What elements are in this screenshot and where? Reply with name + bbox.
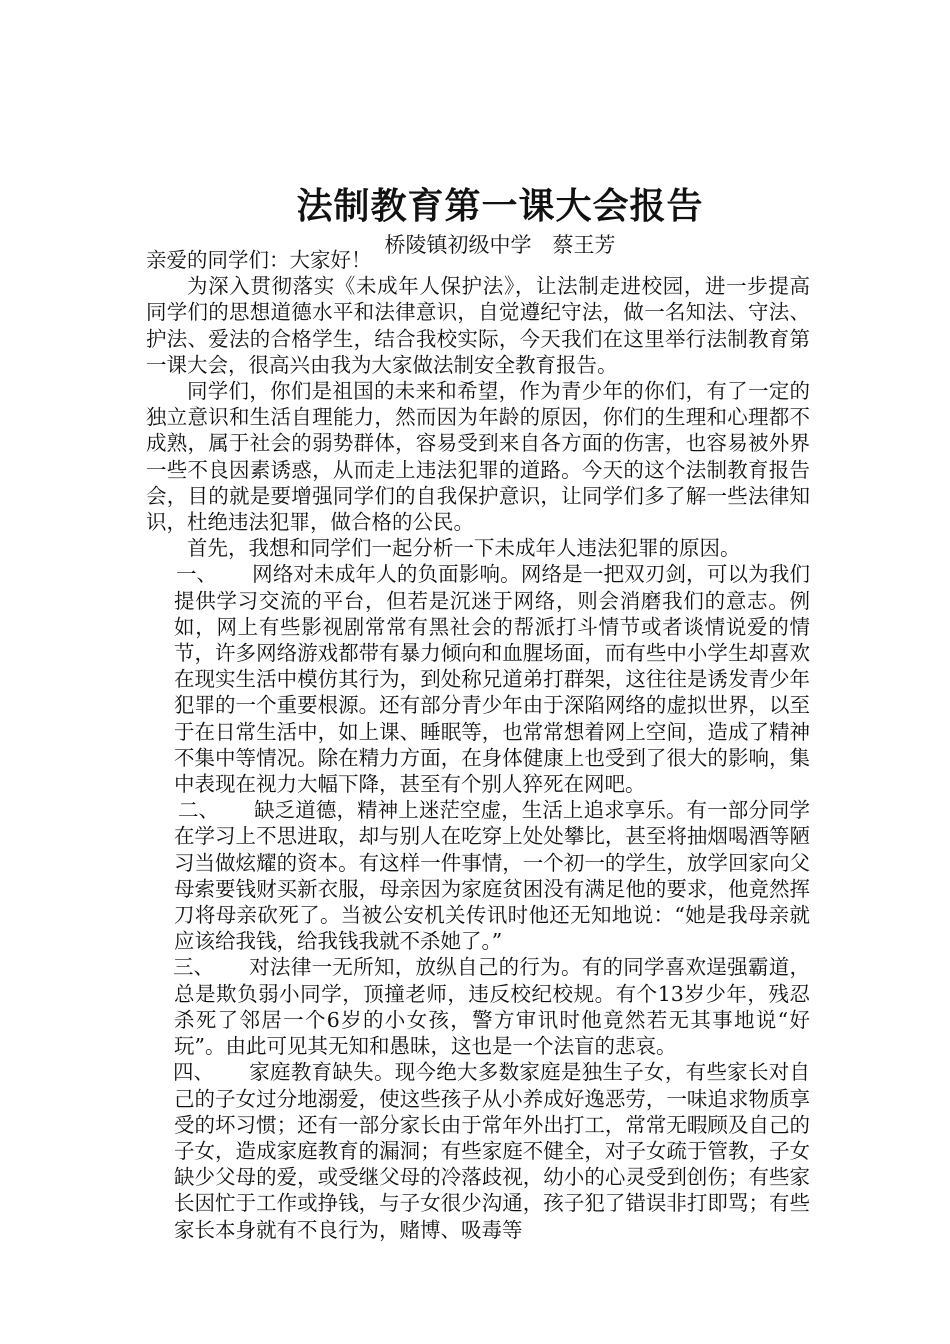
list-item-family-education xyxy=(146,1059,810,1242)
list-item-morality xyxy=(146,797,810,954)
list-item-text: 网络对未成年人的负面影响。网络是一把双刃剑，可以为我们提供学习交流的平台，但若是沉迷于网络，则会消磨我们的意志。例如，网上有些影视剧常常有黑社会的帮派打斗情节或者谈情说爱的情节，许多网络游戏都带有暴力倾向和血腥场面，而有些中小学生却喜欢在现实生活中模仿其行为，到处称兄道弟打群架，这往往是诱发青少年犯罪的一个重要根源。还有部分青少年由于深陷网络的虚拟世界，以至于在日常生活中，如上课、睡眠等，也常常想着网上空间，造成了精神不集中等情况。除在精力方面，在身体健康上也受到了很大的影响，集中表现在视力大幅下降，甚至有个别人猝死在网吧。 xyxy=(174,562,810,797)
list-marker: 三、 xyxy=(173,955,214,980)
document-body xyxy=(146,247,810,1243)
author-line: 桥陵镇初级中学 蔡王芳 xyxy=(384,233,616,257)
salutation: 亲爱的同学们：大家好！ xyxy=(146,248,372,272)
list-item-text: 缺乏道德，精神上迷茫空虚，生活上追求享乐。有一部分同学在学习上不思进取，却与别人在吃穿上处处攀比，甚至将抽烟喝酒等陋习当做炫耀的资本。有这样一件事情，一个初一的学生，放学回家向父母索要钱财买新衣服，母亲因为家庭贫困没有满足他的要求，他竟然挥刀将母亲砍死了。当被公安机关传讯时他还无知地说：“她是我母亲就应该给我钱，给我钱我就不杀她了。” xyxy=(174,798,810,954)
list-marker: 一、 xyxy=(176,562,217,587)
list-item-text: 对法律一无所知，放纵自己的行为。有的同学喜欢逞强霸道，总是欺负弱小同学，顶撞老师，违反校纪校规。有个13岁少年，残忍杀死了邻居一个6岁的小女孩，警方审讯时他竟然若无其事地说“好玩”。由此可见其无知和愚昧，这也是一个法盲的悲哀。 xyxy=(174,955,810,1059)
paragraph-intro: 为深入贯彻落实《未成年人保护法》，让法制走进校园，进一步提高同学们的思想道德水平和法律意识，自觉遵纪守法，做一名知法、守法、护法、爱法的合格学生，结合我校实际，今天我们在这里举行法制教育第一课大会，很高兴由我为大家做法制安全教育报告。 xyxy=(146,274,810,377)
list-marker: 四、 xyxy=(173,1060,214,1085)
list-item-internet xyxy=(146,561,810,797)
list-item-law-ignorance xyxy=(146,954,810,1059)
list-marker: 二、 xyxy=(178,798,219,823)
document-title: 法制教育第一课大会报告 xyxy=(296,185,704,227)
list-item-text: 家庭教育缺失。现今绝大多数家庭是独生子女，有些家长对自己的子女过分地溺爱，使这些孩子从小养成好逸恶劳，一味追求物质享受的坏习惯；还有一部分家长由于常年外出打工，常常无暇顾及自己的子女，造成家庭教育的漏洞；有些家庭不健全，对子女疏于管教，子女缺少父母的爱，或受继父母的冷落歧视，幼小的心灵受到创伤；有些家长因忙于工作或挣钱，与子女很少沟通，孩子犯了错误非打即骂；有些家长本身就有不良行为，赌博、吸毒等 xyxy=(174,1060,810,1242)
paragraph-students: 同学们，你们是祖国的未来和希望，作为青少年的你们，有了一定的独立意识和生活自理能力，然而因为年龄的原因，你们的生理和心理都不成熟，属于社会的弱势群体，容易受到来自各方面的伤害，也容易被外界一些不良因素诱惑，从而走上违法犯罪的道路。今天的这个法制教育报告会，目的就是要增强同学们的自我保护意识，让同学们多了解一些法律知识，杜绝违法犯罪，做合格的公民。 xyxy=(146,379,810,535)
paragraph-first-analysis: 首先，我想和同学们一起分析一下未成年人违法犯罪的原因。 xyxy=(187,536,741,561)
